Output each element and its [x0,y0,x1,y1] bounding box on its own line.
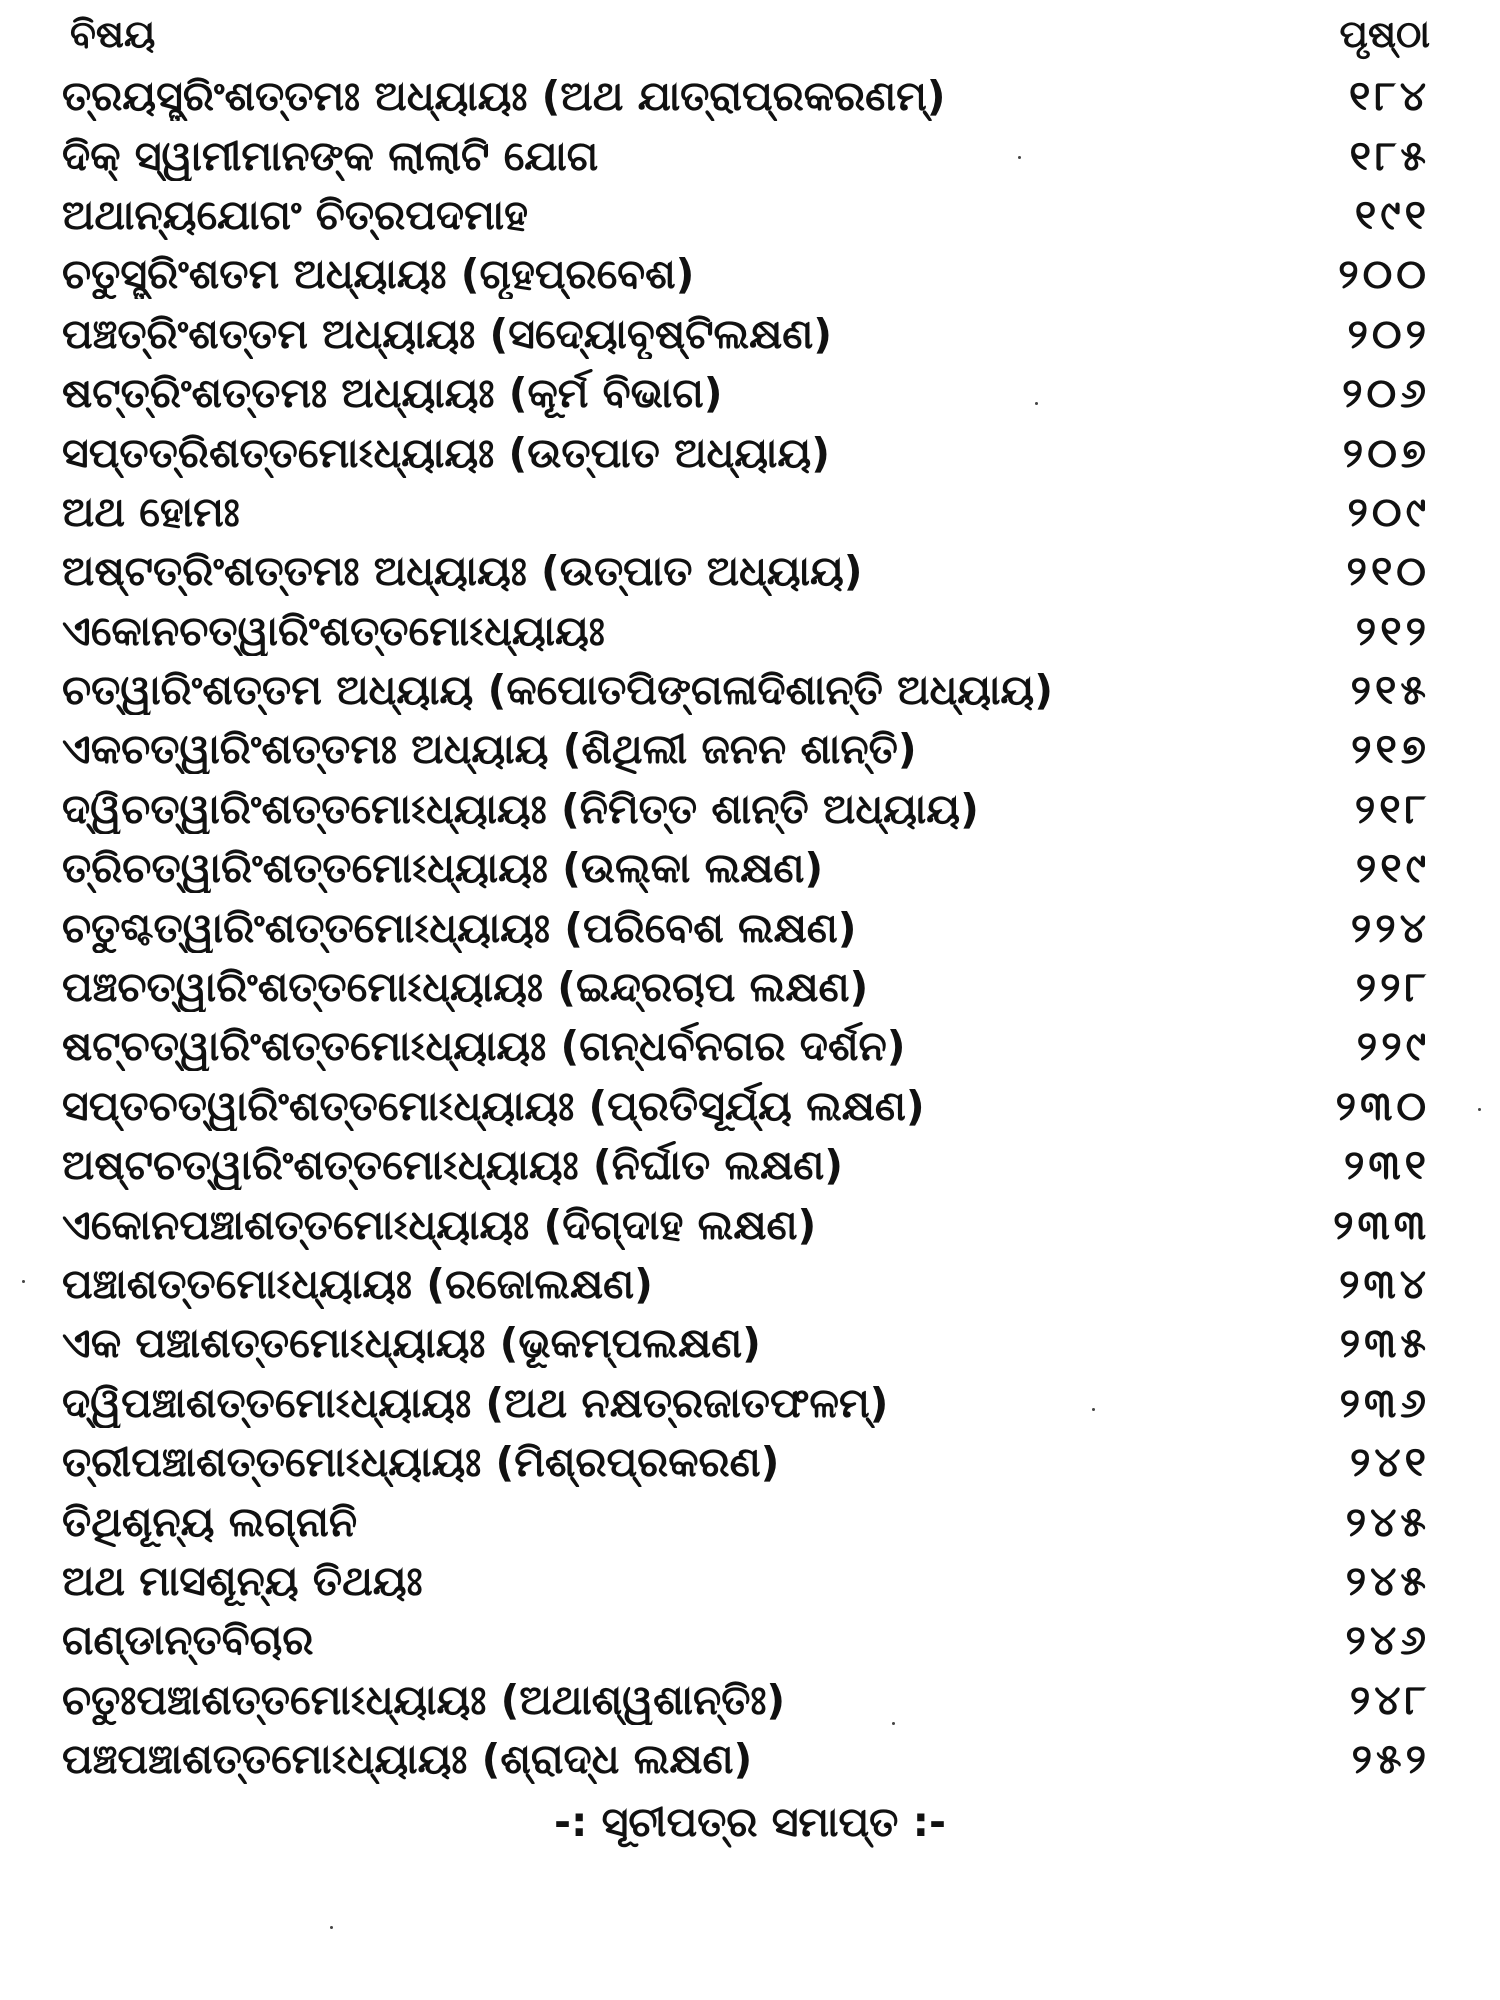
toc-entry-title: ଦ୍ୱିପଞ୍ଚାଶତ୍ତମୋଽଧ୍ୟାୟଃ (ଅଥ ନକ୍ଷତ୍ରଜାତଫଳମ୍) [62,1378,889,1427]
toc-entry-title: ପଞ୍ଚଚତ୍ୱାରିଂଶତ୍ତମୋଽଧ୍ୟାୟଃ (ଇନ୍ଦ୍ରଚାପ ଲକ୍ଷଣ) [62,963,869,1012]
scan-speck [330,1926,333,1929]
toc-entry-title: ପଞ୍ଚତ୍ରିଂଶତ୍ତମ ଅଧ୍ୟାୟଃ (ସଦ୍ୟୋବୃଷ୍ଟିଲକ୍ଷଣ) [62,309,833,358]
toc-entry-page-number: ୨୪୫ [1345,1556,1430,1605]
toc-entry [62,364,1430,423]
toc-entry-page-number: ୨୩୩ [1333,1200,1430,1249]
toc-entry [62,1136,1430,1195]
page-column-heading: ପୃଷ୍ଠା [1339,11,1430,56]
toc-entry-title: ଦିକ୍ ସ୍ୱାମୀମାନଙ୍କ ଲାଲାଟି ଯୋଗ [62,131,599,180]
toc-entry-title: ଏକ ପଞ୍ଚାଶତ୍ତମୋଽଧ୍ୟାୟଃ (ଭୂକମ୍ପଲକ୍ଷଣ) [62,1319,761,1368]
toc-entry [62,305,1430,364]
toc-entry [62,602,1430,661]
toc-entry [62,245,1430,304]
toc-entry-title: ତ୍ରିଚତ୍ୱାରିଂଶତ୍ତମୋଽଧ୍ୟାୟଃ (ଉଲ୍‌କା ଲକ୍ଷଣ) [62,844,824,893]
toc-entry-page-number: ୨୦୦ [1338,250,1430,299]
toc-entry-page-number: ୨୩୦ [1335,1081,1430,1130]
scan-speck [1092,1408,1095,1411]
toc-entry [62,1077,1430,1136]
toc-entry [62,1552,1430,1611]
toc-entry-title: ତ୍ରୟସ୍ତ୍ରିଂଶତ୍ତମଃ ଅଧ୍ୟାୟଃ (ଅଥ ଯାତ୍ରାପ୍ରକରଣମ୍) [62,72,946,121]
toc-entry-title: ଚତୁଃପଞ୍ଚାଶତ୍ତମୋଽଧ୍ୟାୟଃ (ଅଥାଶ୍ୱଶାନ୍ତିଃ) [62,1675,786,1724]
table-of-contents [62,67,1430,1789]
subject-column-heading: ବିଷୟ [70,11,156,56]
toc-entry-page-number: ୨୩୪ [1339,1260,1430,1308]
toc-entry-page-number: ୨୧୨ [1355,606,1430,655]
toc-entry [62,1195,1430,1254]
toc-entry-title: ଏକୋନଚତ୍ୱାରିଂଶତ୍ତମୋଽଧ୍ୟାୟଃ [62,606,605,655]
toc-entry-title: ଚତୁଶ୍ଚତ୍ୱାରିଂଶତ୍ତମୋଽଧ୍ୟାୟଃ (ପରିବେଶ ଲକ୍ଷଣ) [62,903,857,952]
toc-entry-page-number: ୨୧୫ [1350,666,1430,715]
toc-entry-page-number: ୨୩୫ [1339,1319,1430,1368]
toc-entry-title: ଚତୁସ୍ତ୍ରିଂଶତମ ଅଧ୍ୟାୟଃ (ଗୃହପ୍ରବେଶ) [62,250,695,299]
toc-entry [62,126,1430,185]
toc-entry-title: ତ୍ରୀପଞ୍ଚାଶତ୍ତମୋଽଧ୍ୟାୟଃ (ମିଶ୍ରପ୍ରକରଣ) [62,1438,780,1487]
scan-speck [892,1722,895,1725]
toc-entry-title: ପଞ୍ଚପଞ୍ଚାଶତ୍ତମୋଽଧ୍ୟାୟଃ (ଶ୍ରାଦ୍ଧ ଲକ୍ଷଣ) [62,1735,753,1784]
toc-entry-title: ଦ୍ୱିଚତ୍ୱାରିଂଶତ୍ତମୋଽଧ୍ୟାୟଃ (ନିମିତ୍ତ ଶାନ୍ତି ଅଧ୍ୟାୟ) [62,784,979,833]
toc-entry [62,780,1430,839]
toc-entry-title: ତିଥିଶୂନ୍ୟ ଲଗ୍ନାନି [62,1497,358,1546]
toc-entry-page-number: ୧୯୧ [1354,190,1430,239]
toc-entry-page-number: ୨୪୬ [1345,1616,1430,1665]
toc-entry-page-number: ୨୪୫ [1345,1497,1430,1546]
toc-entry-title: ଅଥାନ୍ୟଯୋଗଂ ଚିତ୍ରପଦମାହ [62,190,529,239]
toc-entry-page-number: ୨୧୯ [1355,844,1430,893]
toc-entry-page-number: ୨୦୬ [1342,369,1430,418]
toc-entry [62,1255,1430,1314]
toc-entry-page-number: ୨୩୧ [1343,1141,1430,1190]
toc-entry [62,1314,1430,1373]
toc-entry [62,958,1430,1017]
toc-entry [62,661,1430,720]
toc-entry-page-number: ୧୮୪ [1348,72,1430,121]
toc-entry [62,1433,1430,1492]
toc-entry-page-number: ୨୨୯ [1356,1022,1430,1071]
toc-entry-page-number: ୨୩୬ [1339,1378,1430,1427]
toc-entry [62,1611,1430,1670]
toc-entry [62,542,1430,601]
toc-entry-title: ସପ୍ତଚତ୍ୱାରିଂଶତ୍ତମୋଽଧ୍ୟାୟଃ (ପ୍ରତିସୂର୍ଯ୍ୟ ଲକ୍ଷଣ) [62,1081,925,1130]
toc-entry [62,67,1430,126]
contents-end-note: -: ସୂଚୀପତ୍ର ସମାପ୍ତ :- [553,1798,947,1846]
toc-entry-page-number: ୨୧୭ [1351,725,1430,774]
toc-entry-title: ପଞ୍ଚାଶତ୍ତମୋଽଧ୍ୟାୟଃ (ରଜୋଲକ୍ଷଣ) [62,1260,653,1308]
toc-entry-page-number: ୧୮୫ [1349,131,1430,180]
toc-entry-title: ଅଷ୍ଟତ୍ରିଂଶତ୍ତମଃ ଅଧ୍ୟାୟଃ (ଉତ୍ପାତ ଅଧ୍ୟାୟ) [62,547,863,596]
toc-header [70,8,1430,60]
toc-entry-page-number: ୨୦୨ [1347,309,1430,358]
toc-entry-page-number: ୨୪୧ [1349,1438,1430,1487]
toc-entry [62,1730,1430,1789]
toc-entry-title: ସପ୍ତତ୍ରିଶତ୍ତମୋଽଧ୍ୟାୟଃ (ଉତ୍ପାତ ଅଧ୍ୟାୟ) [62,428,830,477]
toc-entry-page-number: ୨୨୮ [1355,963,1430,1012]
toc-entry [62,423,1430,482]
toc-entry [62,839,1430,898]
toc-entry-title: ଏକଚତ୍ୱାରିଂଶତ୍ତମଃ ଅଧ୍ୟାୟ (ଶିଥିଲୀ ଜନନ ଶାନ୍ତି) [62,725,917,774]
toc-entry [62,186,1430,245]
toc-entry-title: ଷଟ୍‌ତ୍ରିଂଶତ୍ତମଃ ଅଧ୍ୟାୟଃ (କୂର୍ମ ବିଭାଗ) [62,369,723,418]
scan-speck [1018,156,1021,159]
toc-entry-page-number: ୨୦୯ [1347,487,1430,536]
toc-entry-title: ଚତ୍ୱାରିଂଶତ୍ତମ ଅଧ୍ୟାୟ (କପୋତପିଙ୍ଗଳାଦିଶାନ୍ତି ଅଧ୍ୟାୟ) [62,666,1053,715]
toc-entry-page-number: ୨୪୮ [1349,1675,1430,1724]
scan-speck [22,1280,25,1283]
toc-entry [62,720,1430,779]
toc-entry-page-number: ୨୧୦ [1346,547,1430,596]
toc-entry [62,483,1430,542]
toc-entry [62,898,1430,957]
toc-entry [62,1374,1430,1433]
toc-entry-page-number: ୨୧୮ [1354,784,1430,833]
toc-entry [62,1492,1430,1551]
toc-entry-title: ଷଟ୍‌ଚତ୍ୱାରିଂଶତ୍ତମୋଽଧ୍ୟାୟଃ (ଗନ୍ଧର୍ବନଗର ଦର୍ଶନ) [62,1022,906,1071]
toc-entry-title: ଅଥ ମାସଶୂନ୍ୟ ତିଥୟଃ [62,1556,423,1605]
toc-entry-page-number: ୨୫୨ [1351,1735,1430,1784]
toc-entry-title: ଏକୋନପଞ୍ଚାଶତ୍ତମୋଽଧ୍ୟାୟଃ (ଦିଗ୍‌ଦାହ ଲକ୍ଷଣ) [62,1200,817,1249]
toc-entry-title: ଗଣ୍ଡାନ୍ତବିଚାର [62,1616,314,1665]
toc-entry-page-number: ୨୦୭ [1342,428,1430,477]
toc-entry-title: ଅଷ୍ଟଚତ୍ୱାରିଂଶତ୍ତମୋଽଧ୍ୟାୟଃ (ନିର୍ଘାତ ଲକ୍ଷଣ) [62,1141,843,1190]
toc-entry [62,1017,1430,1076]
scan-speck [1035,402,1038,405]
scan-speck [1478,1108,1481,1111]
toc-entry-page-number: ୨୨୪ [1350,903,1430,952]
toc-entry [62,1671,1430,1730]
toc-entry-title: ଅଥ ହୋମଃ [62,487,240,536]
